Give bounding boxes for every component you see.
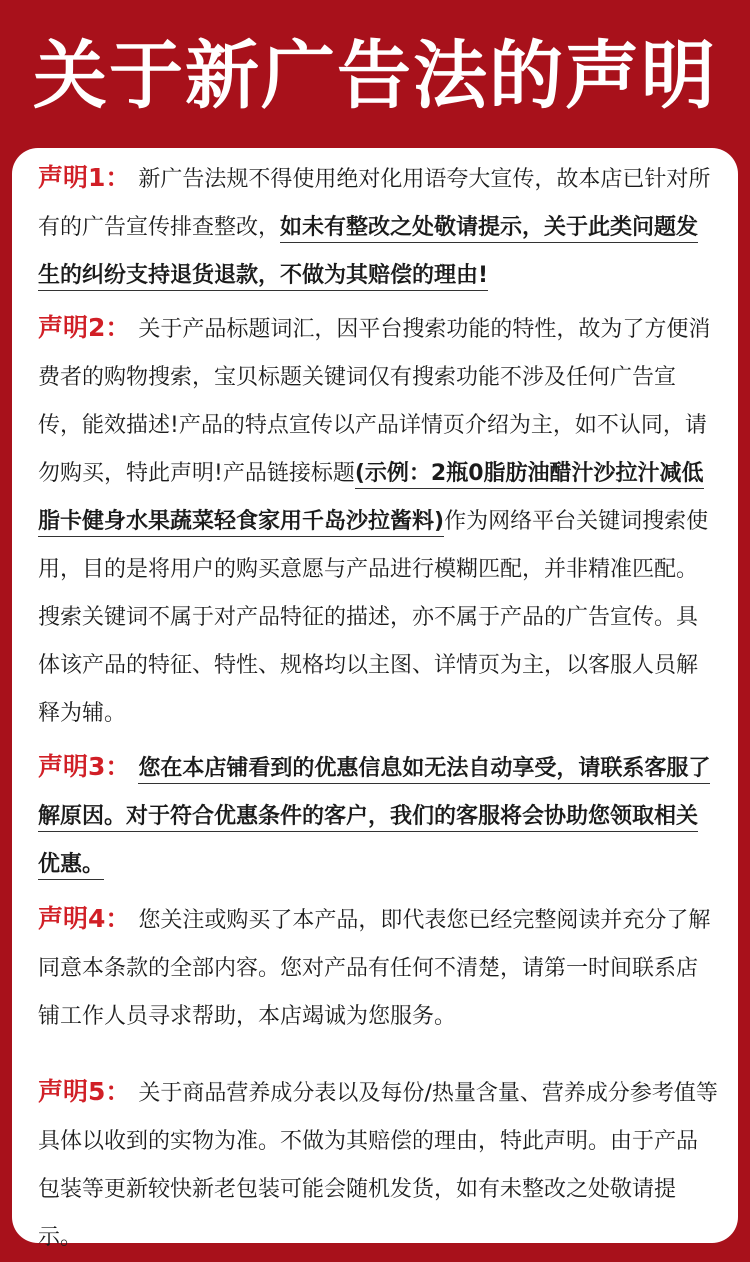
statement-1-emphasis: 如未有整改之处敬请提示，关于此类问题发生的纠纷支持退货退款，不做为其赔偿的理由! [38, 215, 698, 291]
statement-5-label: 声明5： [38, 1077, 131, 1106]
statement-1-label: 声明1： [38, 163, 131, 192]
statement-4-text: 您关注或购买了本产品，即代表您已经完整阅读并充分了解同意本条款的全部内容。您对产品有任何不清楚，请第一时间联系店铺工作人员寻求帮助，本店竭诚为您服务。 [38, 908, 711, 1029]
statement-4 [38, 895, 718, 1041]
statement-card [12, 148, 738, 1250]
statement-2-label: 声明2： [38, 313, 131, 342]
statement-3-text: 您在本店铺看到的优惠信息如无法自动享受，请联系客服了解原因。对于符合优惠条件的客户，我们的客服将会协助您领取相关优惠。 [38, 756, 710, 880]
statement-3-label: 声明3： [38, 752, 131, 781]
statement-2 [38, 304, 718, 738]
statement-5 [38, 1068, 718, 1262]
page-title: 关于新广告法的声明 [33, 33, 717, 119]
statement-3 [38, 743, 718, 889]
statement-1 [38, 154, 718, 300]
statement-2-text-rest: 作为网络平台关键词搜索使用，目的是将用户的购买意愿与产品进行模糊匹配，并非精准匹配。搜索关键词不属于对产品特征的描述，亦不属于产品的广告宣传。具体该产品的特征、特性、规格均以主图、详情页为主，以客服人员解释为辅。 [38, 509, 709, 726]
statement-5-text: 关于商品营养成分表以及每份/热量含量、营养成分参考值等具体以收到的实物为准。不做为其赔偿的理由，特此声明。由于产品包装等更新较快新老包装可能会随机发货，如有未整改之处敬请提示。 [38, 1081, 718, 1250]
statement-4-label: 声明4： [38, 904, 131, 933]
statement-2-text: 关于产品标题词汇，因平台搜索功能的特性，故为了方便消费者的购物搜索，宝贝标题关键词仅有搜索功能不涉及任何广告宣传，能效描述!产品的特点宣传以产品详情页介绍为主，如不认同，请勿购买，特此声明!产品链接标题 [38, 317, 711, 486]
statement-2-example: (示例：2瓶0脂肪油醋汁沙拉汁减低脂卡健身水果蔬菜轻食家用千岛沙拉酱料) [38, 461, 704, 537]
statement-1-text: 新广告法规不得使用绝对化用语夸大宣传，故本店已针对所有的广告宣传排查整改， [38, 167, 711, 240]
